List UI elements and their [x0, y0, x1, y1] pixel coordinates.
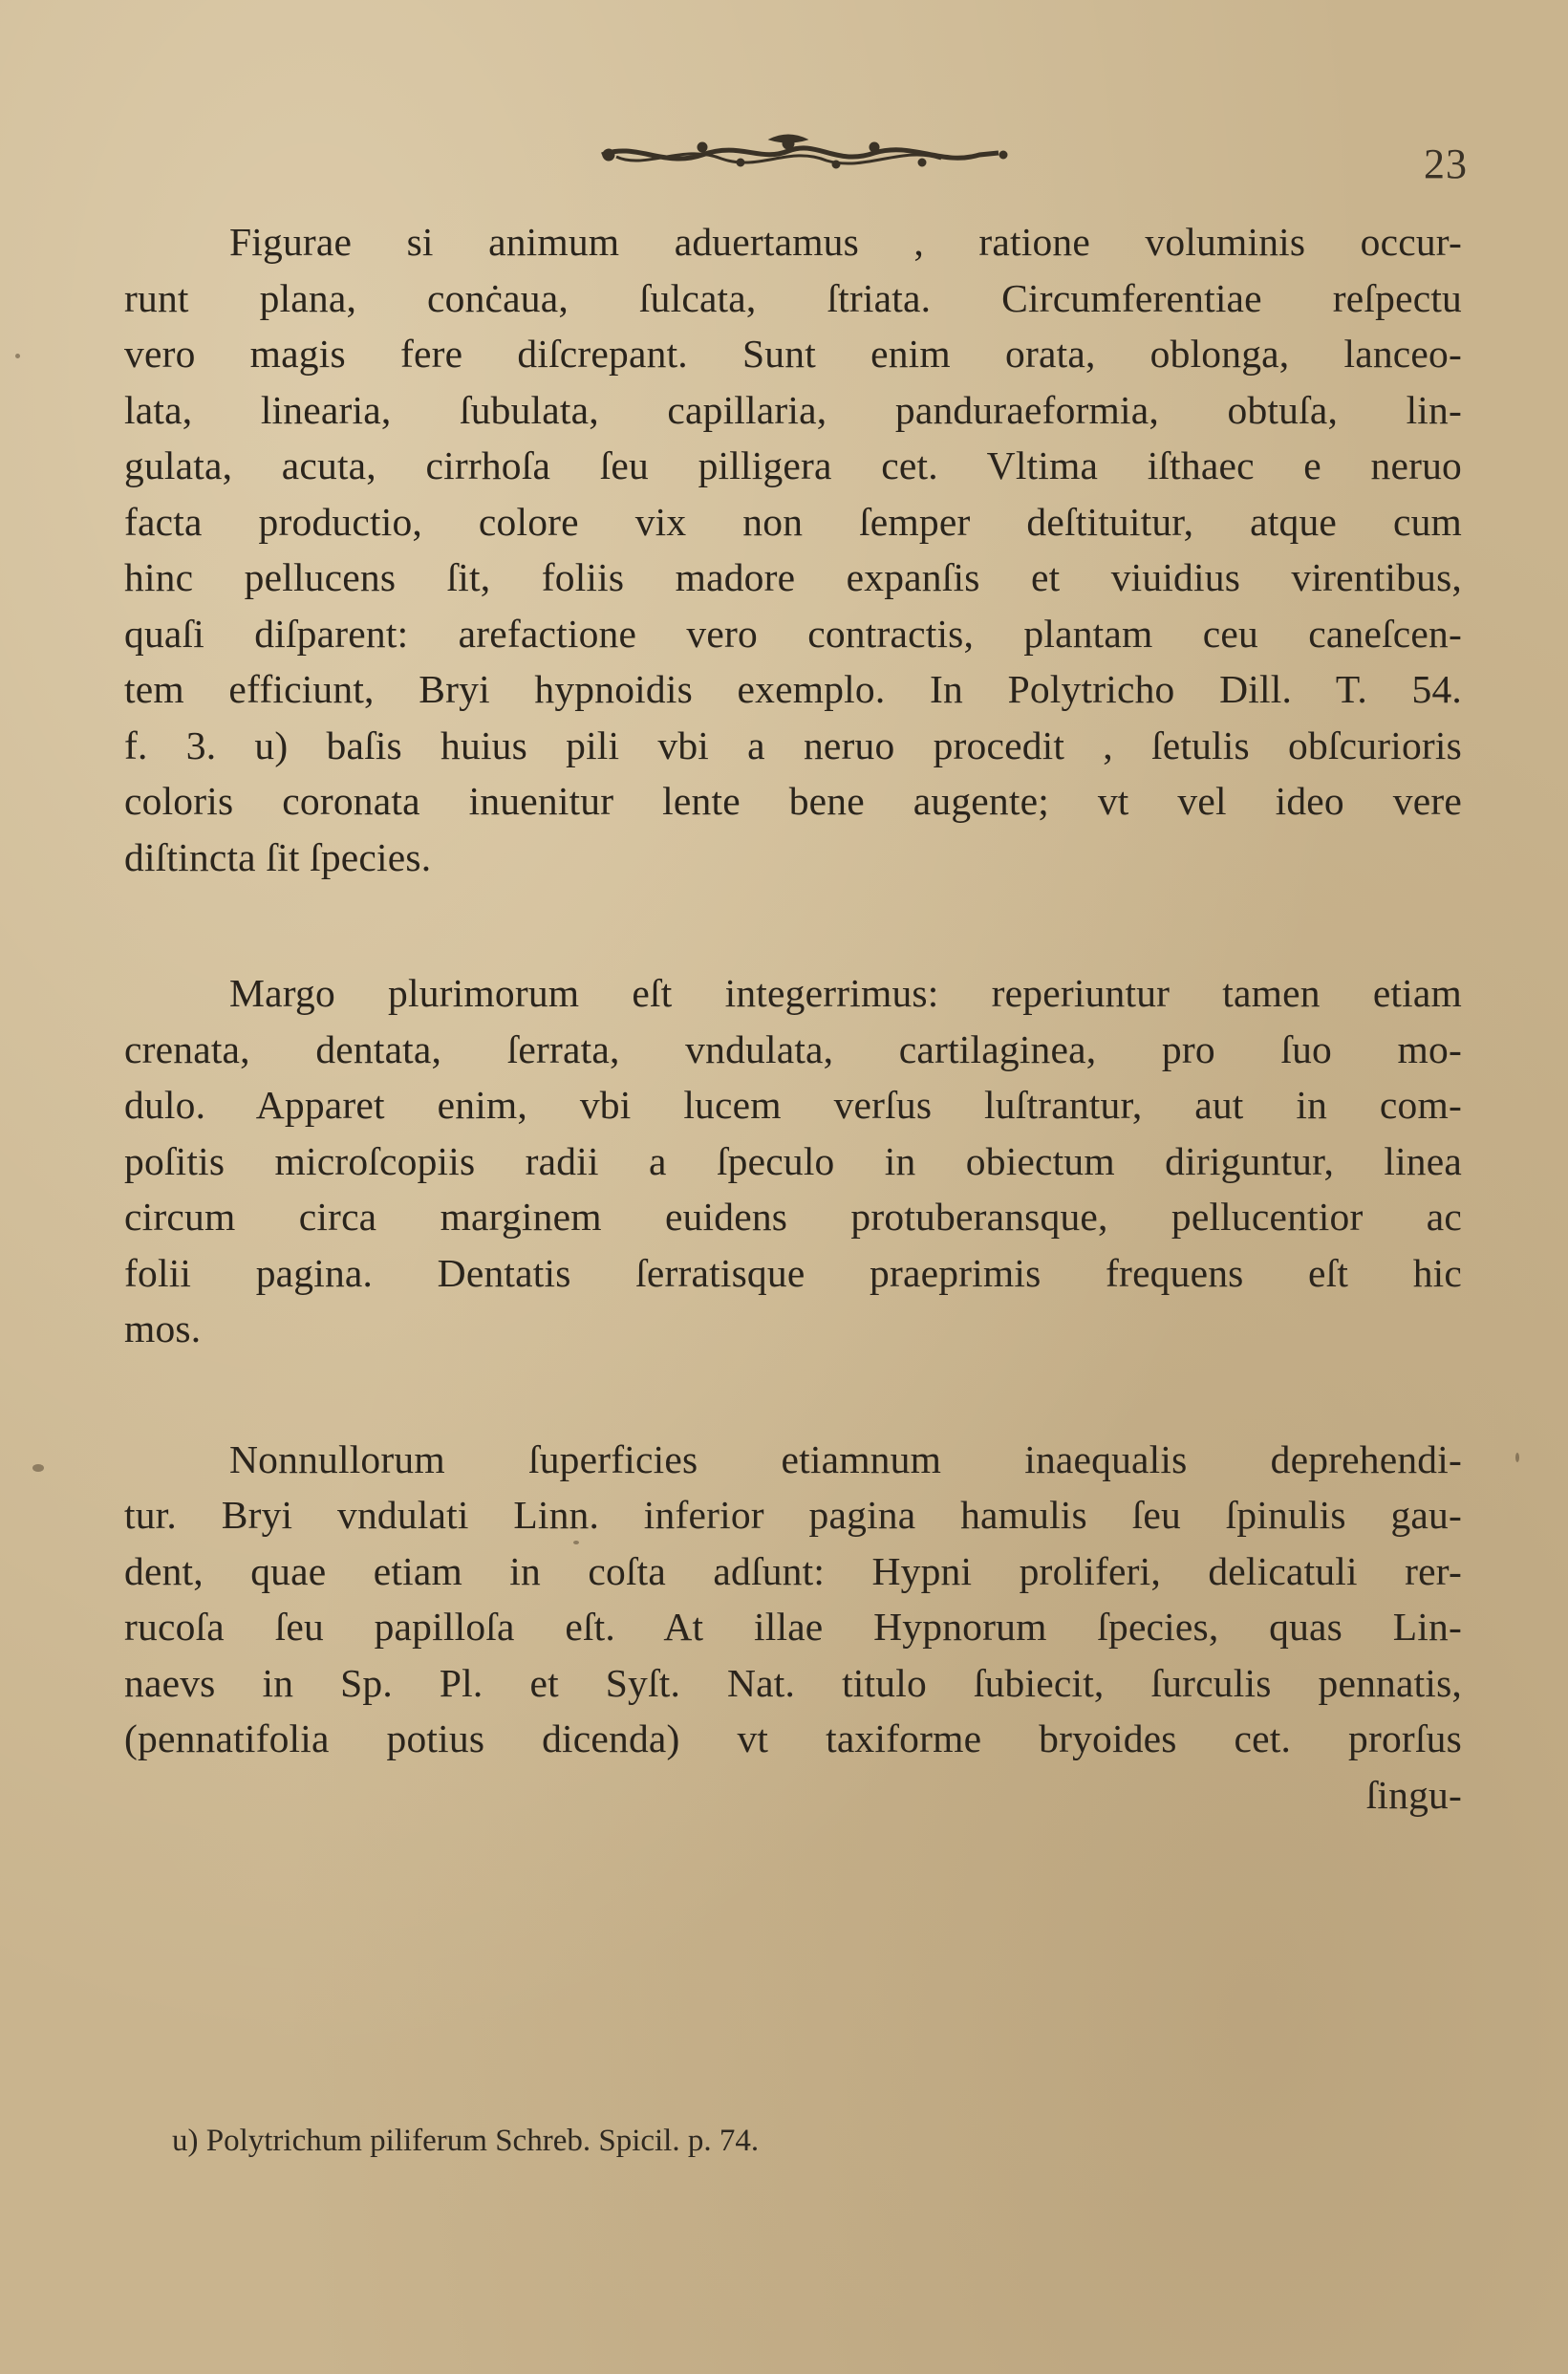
footnote: u) Polytrichum piliferum Schreb. Spicil. p. 74. — [172, 2124, 760, 2158]
text-line: coloris coronata inuenitur lente bene augente; vt vel ideo vere — [124, 779, 1462, 823]
text-line: lata, linearia, ſubulata, capillaria, panduraeformia, obtuſa, lin- — [124, 387, 1462, 432]
paper-speck — [32, 1464, 44, 1472]
paper-speck — [1515, 1453, 1519, 1462]
text-line: poſitis microſcopiis radii a ſpeculo in obiectum diriguntur, linea — [124, 1138, 1462, 1183]
text-line: dent, quae etiam in coſta adſunt: Hypni proliferi, delicatuli rer- — [124, 1548, 1462, 1593]
text-line: gulata, acuta, cirrhoſa ſeu pilligera cet. Vltima iſthaec e neruo — [124, 443, 1462, 487]
paper-speck — [15, 354, 20, 358]
text-line: facta productio, colore vix non ſemper deſtituitur, atque cum — [124, 499, 1462, 544]
paragraph-surface — [124, 1432, 1462, 1824]
text-line: rucoſa ſeu papilloſa eſt. At illae Hypnorum ſpecies, quas Lin- — [124, 1605, 1462, 1649]
text-line: quaſi diſparent: arefactione vero contractis, plantam ceu caneſcen- — [124, 611, 1462, 656]
text-line: Figurae si animum aduertamus , ratione voluminis occur- — [229, 220, 1462, 264]
page-number: 23 — [1424, 140, 1468, 187]
text-line: tem efficiunt, Bryi hypnoidis exemplo. In Polytricho Dill. T. 54. — [124, 667, 1462, 711]
paragraph-gap — [124, 885, 1462, 965]
text-line: Margo plurimorum eſt integerrimus: reperiuntur tamen etiam — [229, 971, 1462, 1015]
text-line: mos. — [124, 1306, 202, 1350]
text-line: runt plana, conċaua, ſulcata, ſtriata. Circumferentiae reſpectu — [124, 275, 1462, 320]
text-line: naevs in Sp. Pl. et Syſt. Nat. titulo ſubiecit, ſurculis pennatis, — [124, 1660, 1462, 1705]
text-line: circum circa marginem euidens protuberansque, pellucentior ac — [124, 1195, 1462, 1239]
paper-speck — [573, 1541, 579, 1544]
paragraph-margin — [124, 965, 1462, 1357]
text-line: f. 3. u) baſis huius pili vbi a neruo procedit , ſetulis obſcurioris — [124, 723, 1462, 767]
text-line: Nonnullorum ſuperficies etiamnum inaequalis deprehendi- — [229, 1436, 1462, 1481]
text-line: vero magis fere diſcrepant. Sunt enim orata, oblonga, lanceo- — [124, 332, 1462, 376]
text-line: dulo. Apparet enim, vbi lucem verſus luſtrantur, aut in com- — [124, 1083, 1462, 1127]
text-line: folii pagina. Dentatis ſerratisque praeprimis frequens eſt hic — [124, 1250, 1462, 1295]
text-line: (pennatifolia potius dicenda) vt taxiforme bryoides cet. prorſus — [124, 1716, 1462, 1760]
paragraph-shape — [124, 214, 1462, 885]
catchword: ſingu- — [1365, 1772, 1462, 1817]
text-line: diſtincta ſit ſpecies. — [124, 834, 432, 879]
main-text — [124, 214, 1462, 1823]
ornament-icon — [597, 134, 1018, 176]
text-line: crenata, dentata, ſerrata, vndulata, cartilaginea, pro ſuo mo- — [124, 1026, 1462, 1071]
text-line: tur. Bryi vndulati Linn. inferior pagina hamulis ſeu ſpinulis gau- — [124, 1493, 1462, 1537]
page-header — [0, 122, 1568, 187]
text-line: hinc pellucens ſit, foliis madore expanſis et viuidius virentibus, — [124, 555, 1462, 599]
paragraph-gap — [124, 1357, 1462, 1432]
